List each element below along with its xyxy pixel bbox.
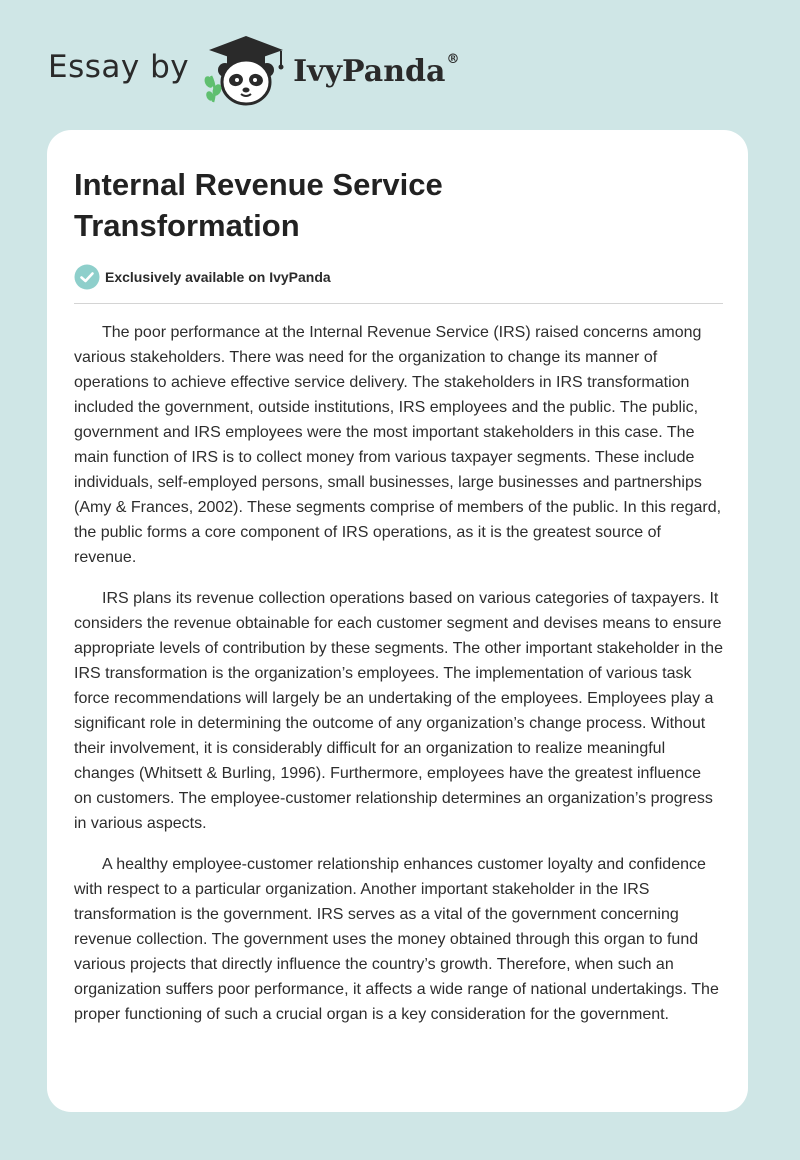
divider [74,303,723,304]
brand-name[interactable] [293,51,460,89]
check-circle-icon [74,264,100,290]
panda-graduate-logo-icon[interactable] [203,30,289,110]
paragraph: A healthy employee-customer relationship enhances customer loyalty and confidence with respect to a particular organization. Another important stakeholder in the IRS transformation is the government. IRS serves as a vital of the government concerning revenue collection. The government uses the money obtained through this organ to fund various projects that directly influence the country’s growth. Therefore, when such an organization suffers poor performance, it affects a wide range of national undertakings. The proper functioning of such a crucial organ is a key consideration for the government. [74,856,719,1023]
site-header [48,30,459,110]
essay-by-label: Essay by [48,49,190,85]
exclusive-badge-label: Exclusively available on IvyPanda [105,269,331,285]
brand-name-text: IvyPanda [293,53,446,89]
page-title: Internal Revenue Service Transformation [74,167,443,243]
paragraph: IRS plans its revenue collection operations based on various categories of taxpayers. It considers the revenue obtainable for each customer segment and devises means to ensure appropriate levels of contribution by these segments. The other important stakeholder in the IRS transformation is the organization’s employees. The implementation of various task force recommendations will largely be an undertaking of the employees. Employees play a significant role in determining the outcome of any organization’s change process. Without their involvement, it is considerably difficult for an organization to realize meaningful changes (Whitsett & Burling, 1996). Furthermore, employees have the greatest influence on customers. The employee-customer relationship determines an organization’s progress in various aspects. [74,590,723,832]
paragraph: The poor performance at the Internal Revenue Service (IRS) raised concerns among various stakeholders. There was need for the organization to change its manner of operations to achieve effective service delivery. The stakeholders in IRS transformation included the government, outside institutions, IRS employees and the public. The public, government and IRS employees were the most important stakeholders in this case. The main function of IRS is to collect money from various taxpayer segments. These include individuals, self-employed persons, small businesses, large businesses and partnerships (Amy & Frances, 2002). These segments comprise of members of the public. In this regard, the public forms a core component of IRS operations, as it is the greatest source of revenue. [74,324,722,566]
exclusive-badge [74,264,331,290]
registered-mark: ® [446,51,460,67]
essay-card [47,130,748,1112]
essay-body [74,320,723,1043]
